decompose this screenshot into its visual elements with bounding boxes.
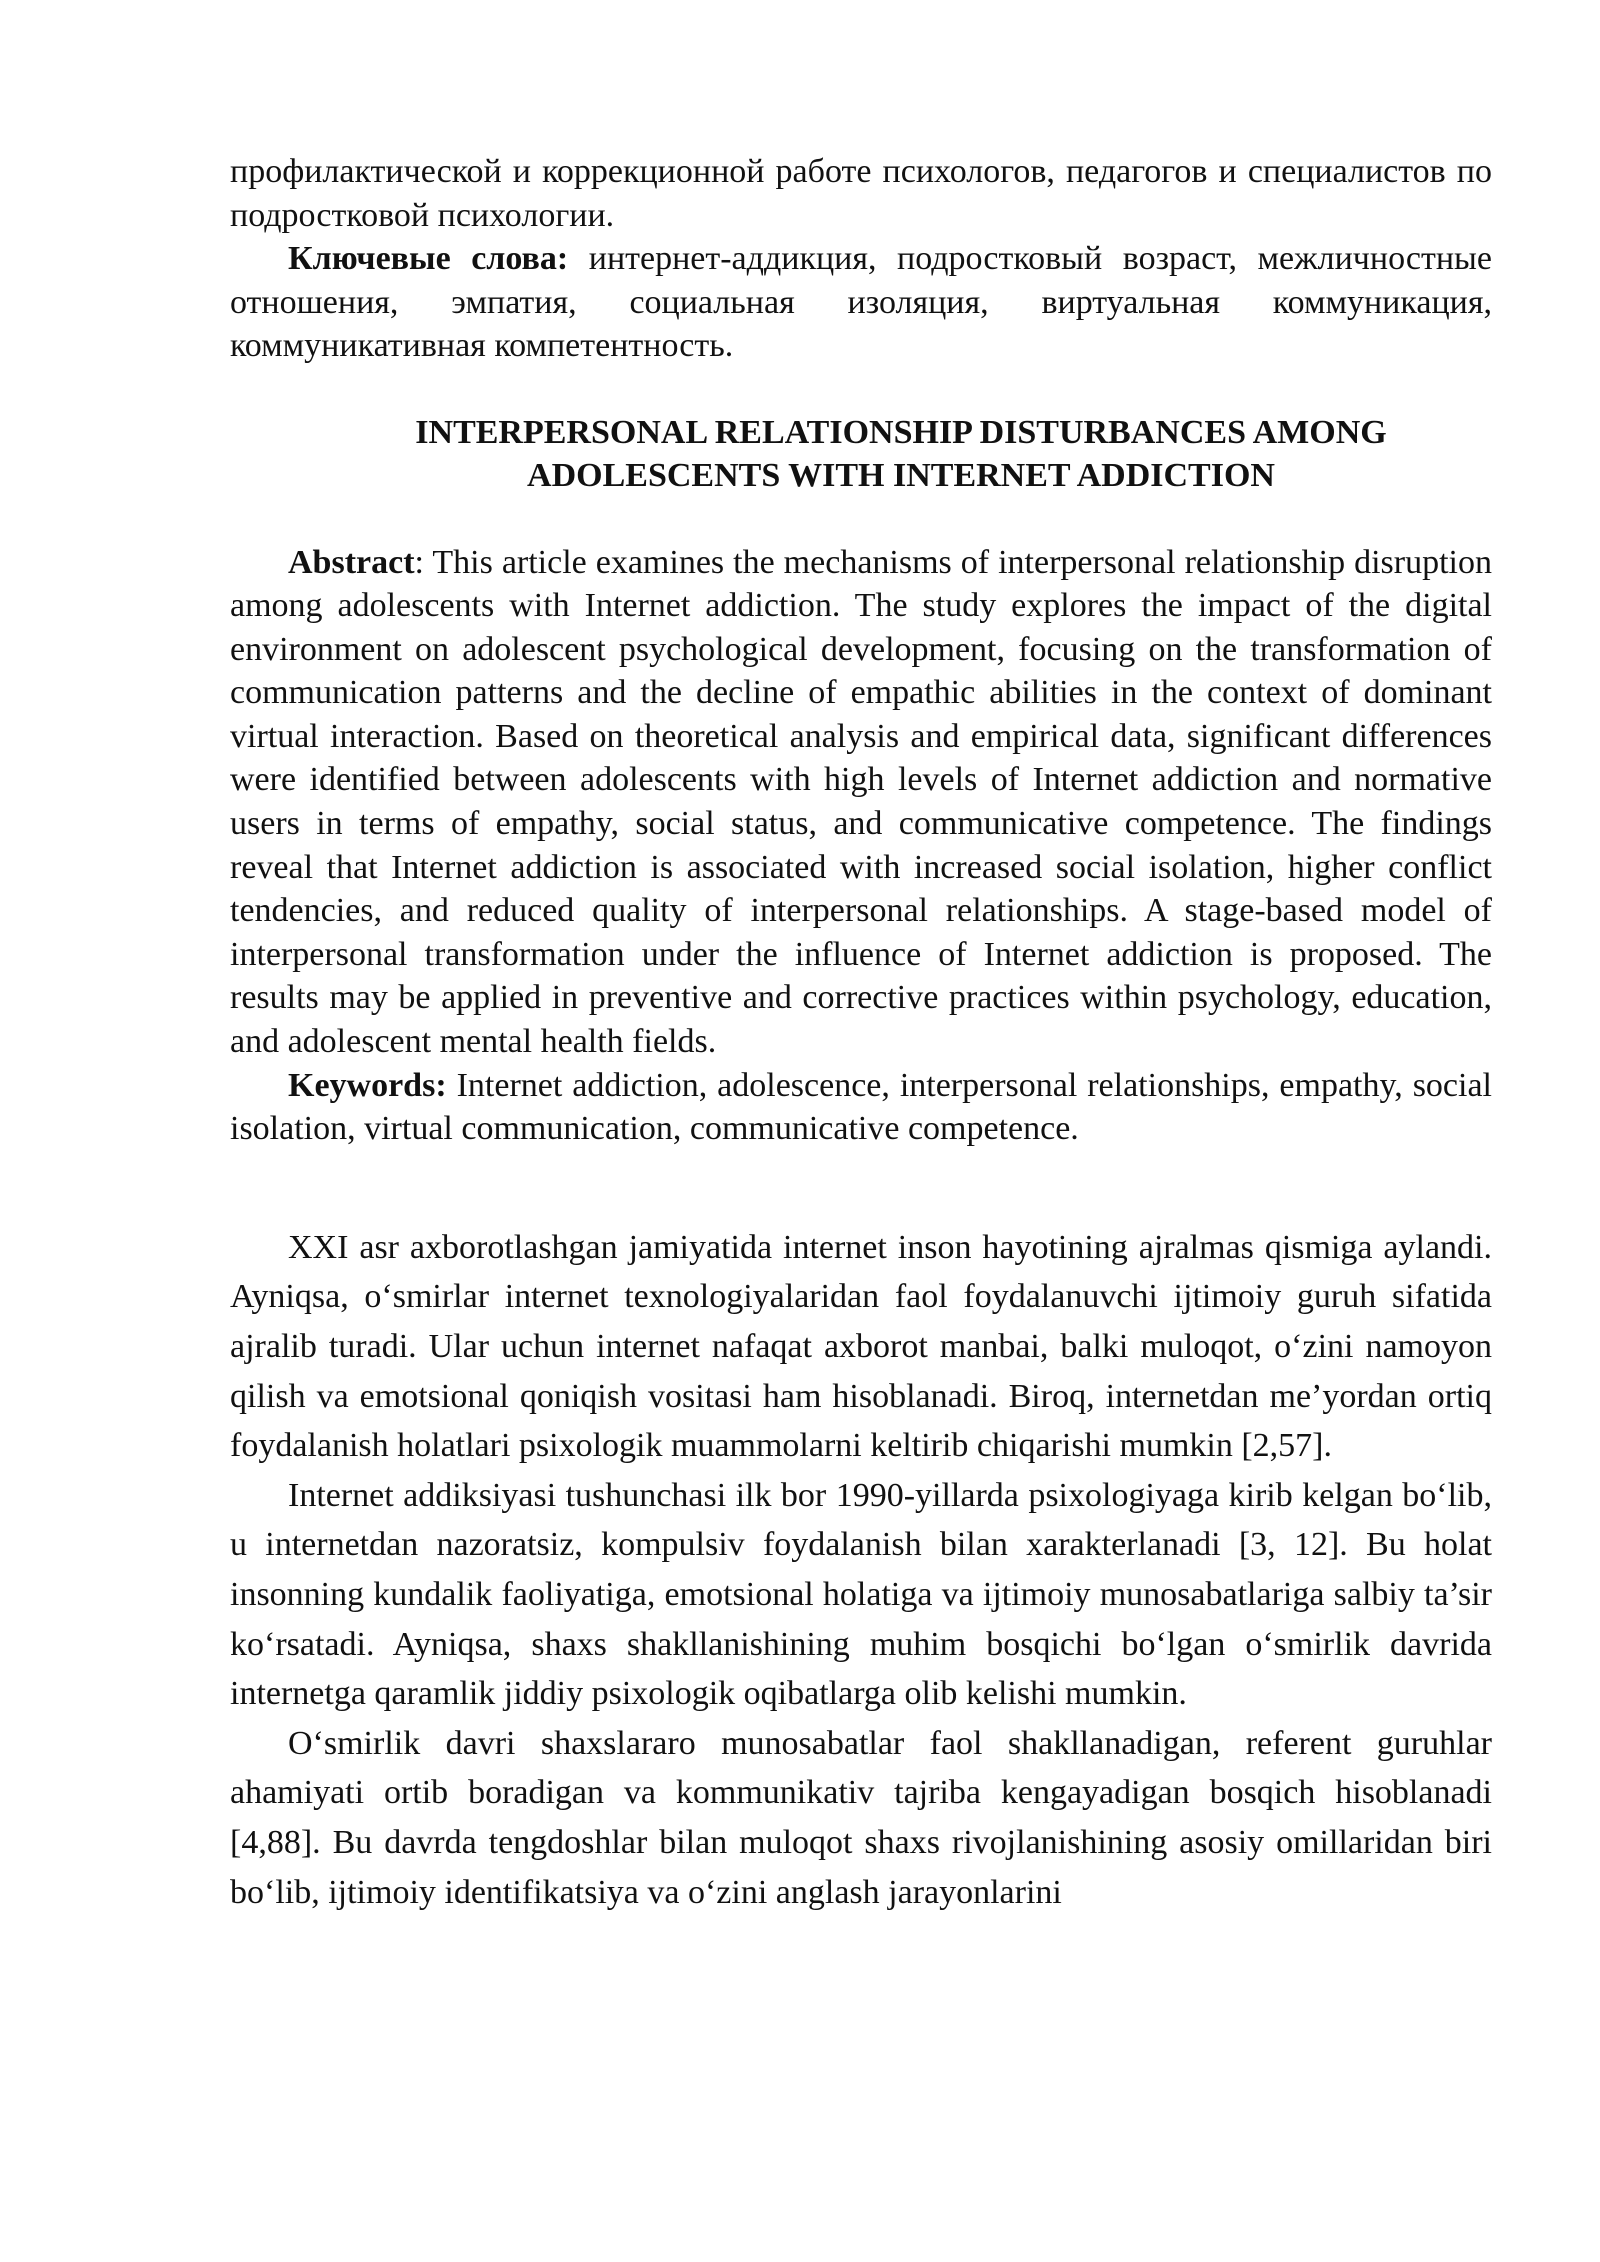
russian-section [230,150,1492,368]
ru-keywords [230,237,1492,368]
main-body [230,1223,1492,1917]
body-paragraph-3: O‘smirlik davri shaxslararo munosabatlar faol shakllanadigan, referent guruhlar ahamiyati ortib boradigan va kommunikativ tajriba kengayadigan bosqich hisoblanadi [4,88]. Bu davrda tengdoshlar bilan muloqot shaxs rivojlanishining asosiy omillaridan biri bo‘lib, ijtimoiy identifikatsiya va o‘zini anglash jarayonlarini [230,1724,1492,1911]
ru-keywords-label: Ключевые слова: [288,240,569,277]
en-keywords-label: Keywords: [288,1066,447,1104]
title-line-1: INTERPERSONAL RELATIONSHIP DISTURBANCES AMONG [415,413,1387,451]
document-page [230,150,1492,1917]
abstract-label: Abstract [288,543,415,581]
ru-paragraph-end: профилактической и коррекционной работе психологов, педагогов и специалистов по подростковой психологии. [230,153,1492,234]
en-keywords-text: Internet addiction, adolescence, interpersonal relationships, empathy, social isolation, virtual communication, communicative competence. [230,1066,1492,1148]
abstract-paragraph [230,541,1492,1064]
body-paragraph-2: Internet addiksiyasi tushunchasi ilk bor 1990-yillarda psixologiyaga kirib kelgan bo‘lib, u internetdan nazoratsiz, kompulsiv foydalanish bilan xarakterlanadi [3, 12]. Bu holat insonning kundalik faoliyatiga, emotsional holatiga va ijtimoiy munosabatlariga salbiy ta’sir ko‘rsatadi. Ayniqsa, shaxs shakllanishining muhim bosqichi bo‘lgan o‘smirlik davrida internetga qaramlik jiddiy psixologik oqibatlarga olib kelishi mumkin. [230,1476,1492,1713]
abstract-section [230,541,1492,1151]
body-paragraph-1: XXI asr axborotlashgan jamiyatida internet inson hayotining ajralmas qismiga aylandi. Ayniqsa, o‘smirlar internet texnologiyalaridan faol foydalanuvchi ijtimoiy guruh sifatida ajralib turadi. Ular uchun internet nafaqat axborot manbai, balki muloqot, o‘zini namoyon qilish va emotsional qoniqish vositasi ham hisoblanadi. Biroq, internetdan me’yordan ortiq foydalanish holatlari psixologik muammolarni keltirib chiqarishi mumkin [2,57]. [230,1228,1492,1465]
title-line-2: ADOLESCENTS WITH INTERNET ADDICTION [527,457,1275,494]
ru-keywords-text: интернет-аддикция, подростковый возраст, межличностные отношения, эмпатия, социальная изоляция, виртуальная коммуникация, коммуникативная компетентность. [230,240,1492,364]
article-title [230,411,1492,498]
abstract-text: : This article examines the mechanisms of interpersonal relationship disruption among adolescents with Internet addiction. The study explores the impact of the digital environment on adolescent psychological development, focusing on the transformation of communication patterns and the decline of empathic abilities in the context of dominant virtual interaction. Based on theoretical analysis and empirical data, significant differences were identified between adolescents with high levels of Internet addiction and normative users in terms of empathy, social status, and communicative competence. The findings reveal that Internet addiction is associated with increased social isolation, higher conflict tendencies, and reduced quality of interpersonal relationships. A stage-based model of interpersonal transformation under the influence of Internet addiction is proposed. The results may be applied in preventive and corrective practices within psychology, education, and adolescent mental health fields. [230,543,1492,1061]
en-keywords [230,1064,1492,1151]
